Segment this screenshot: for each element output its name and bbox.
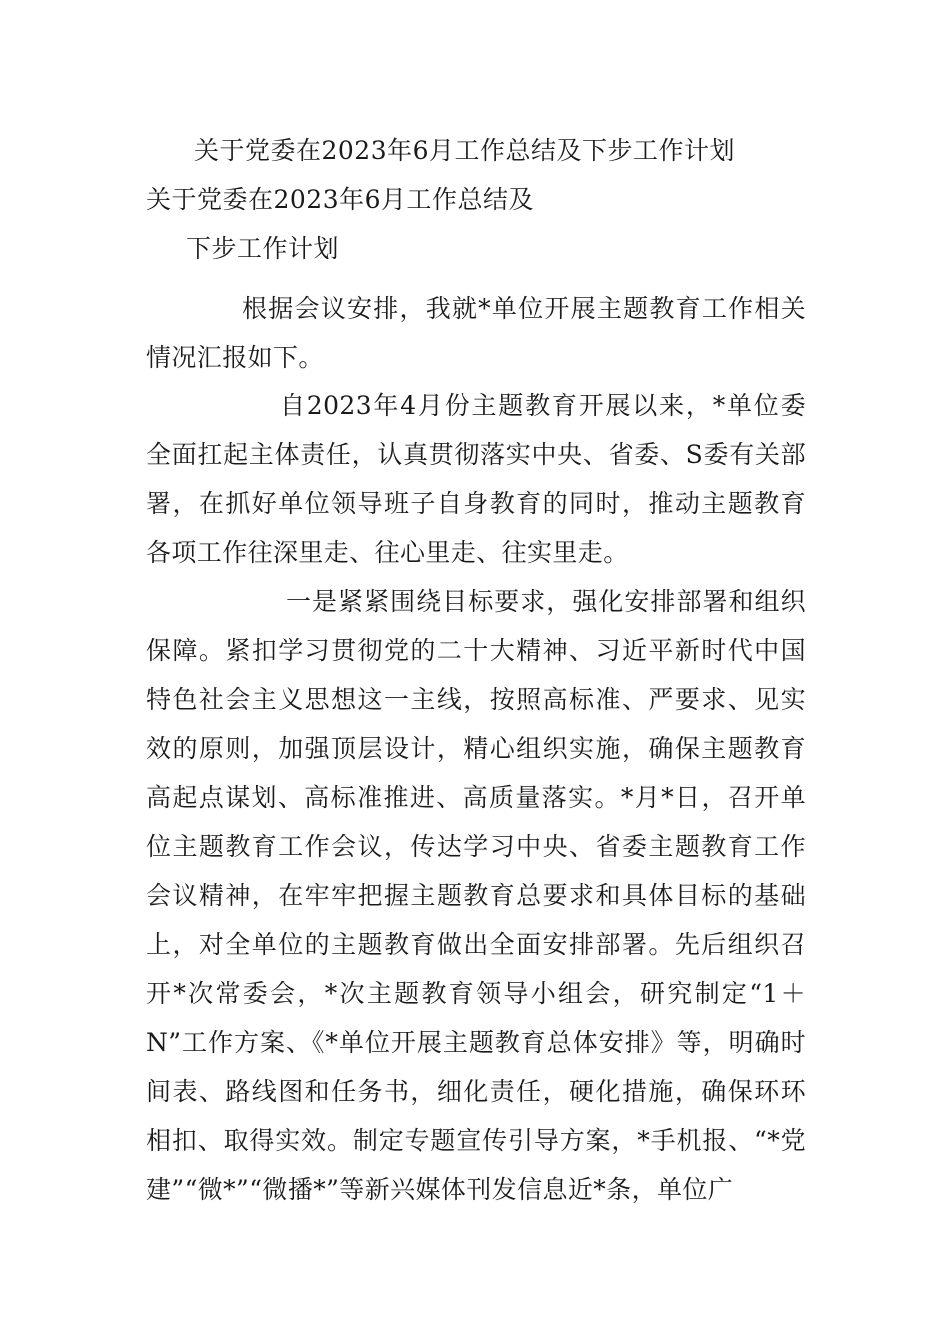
document-title-line-2: 下步工作计划 [186, 234, 340, 263]
paragraph-point-one: 一是紧紧围绕目标要求，强化安排部署和组织保障。紧扣学习贯彻党的二十大精神、习近平新时代中国特色社会主义思想这一主线，按照高标准、严要求、见实效的原则，加强顶层设计，精心组织实施，确保主题教育高起点谋划、高标准推进、高质量落实。*月*日，召开单位主题教育工作会议，传达学习中央、省委主题教育工作会议精神，在牢牢把握主题教育总要求和具体目标的基础上，对全单位的主题教育做出全面安排部署。先后组织召开*次常委会，*次主题教育领导小组会，研究制定“1＋N”工作方案、《*单位开展主题教育总体安排》等，明确时间表、路线图和任务书，细化责任，硬化措施，确保环环相扣、取得实效。制定专题宣传引导方案，*手机报、“*党建”“微*”“微播*”等新兴媒体刊发信息近*条，单位广 [146, 587, 806, 1204]
document-title-line-1: 关于党委在2023年6月工作总结及 [146, 185, 535, 214]
paragraph-intro: 根据会议安排，我就*单位开展主题教育工作相关情况汇报如下。 [146, 294, 806, 372]
document-header-title: 关于党委在2023年6月工作总结及下步工作计划 [194, 136, 736, 165]
paragraph-overview: 自2023年4月份主题教育开展以来，*单位委全面扛起主体责任，认真贯彻落实中央、省委、S委有关部署，在抓好单位领导班子自身教育的同时，推动主题教育各项工作往深里走、往心里走、往实里走。 [146, 391, 806, 567]
